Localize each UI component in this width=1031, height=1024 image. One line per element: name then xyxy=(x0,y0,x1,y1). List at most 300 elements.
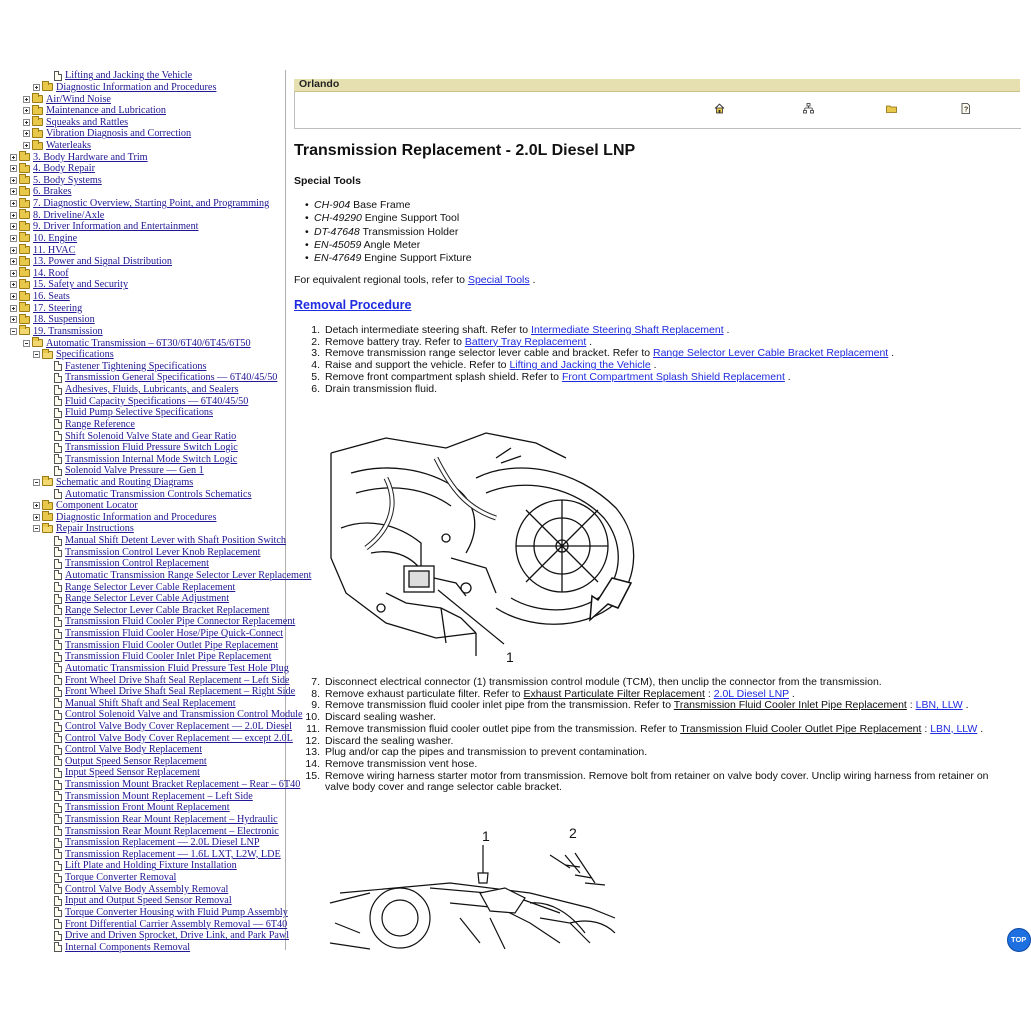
tree-item[interactable] xyxy=(45,372,277,384)
step-number: 2. xyxy=(311,335,320,348)
step-text-fragment: : xyxy=(906,699,916,712)
tree-item-label[interactable]: 15. Safety and Security xyxy=(33,279,129,291)
step-text-fragment: Remove exhaust particulate filter. Refer to xyxy=(325,687,524,700)
tool-name: Engine Support Tool xyxy=(361,212,460,225)
expand-icon[interactable] xyxy=(10,165,17,172)
tree-item-label[interactable]: Waterleaks xyxy=(46,140,91,152)
tree-item[interactable] xyxy=(45,465,204,477)
step-text-fragment: Detach intermediate steering shaft. Refer to xyxy=(325,324,532,336)
document-icon xyxy=(54,803,62,813)
removal-steps-part-1 xyxy=(300,325,1005,395)
tree-item-label[interactable]: Control Solenoid Valve and Transmission Control Module xyxy=(65,709,303,721)
expand-icon[interactable] xyxy=(10,212,17,219)
tree-item[interactable] xyxy=(10,233,77,245)
expand-icon[interactable] xyxy=(33,502,40,509)
tree-item[interactable] xyxy=(10,163,95,175)
tree-item[interactable] xyxy=(45,942,190,954)
tree-item[interactable] xyxy=(45,674,289,686)
tree-item-label[interactable]: 16. Seats xyxy=(33,291,70,303)
tree-item-label[interactable]: Diagnostic Information and Procedures xyxy=(56,511,217,523)
tree-item-label[interactable]: Lifting and Jacking the Vehicle xyxy=(65,70,193,82)
document-icon xyxy=(54,698,62,708)
tree-item[interactable] xyxy=(33,512,216,524)
regional-tools-prefix: For equivalent regional tools, refer to xyxy=(294,274,468,286)
tree-item[interactable] xyxy=(45,779,300,791)
step-text-fragment: : xyxy=(921,722,931,735)
expand-icon[interactable] xyxy=(10,188,17,195)
step-reference-link[interactable]: LBN, LLW xyxy=(915,699,963,712)
open-folder-icon xyxy=(42,525,53,533)
tree-item[interactable] xyxy=(23,337,251,349)
document-icon xyxy=(54,814,62,824)
step-text-fragment: . xyxy=(977,722,984,735)
direction-arrow xyxy=(590,578,631,620)
tree-item[interactable] xyxy=(23,93,111,105)
tree-item[interactable] xyxy=(10,326,103,338)
tree-item[interactable] xyxy=(10,256,172,268)
document-icon xyxy=(54,652,62,662)
tree-item[interactable] xyxy=(45,709,303,721)
tree-item[interactable] xyxy=(33,82,216,94)
special-tool-item xyxy=(305,252,472,265)
tree-item-label[interactable]: 4. Body Repair xyxy=(33,163,95,175)
tree-item-label[interactable]: Transmission General Specifications — 6T40/45/50 xyxy=(65,372,278,384)
special-tools-link[interactable]: Special Tools xyxy=(467,274,530,286)
home-icon[interactable] xyxy=(714,103,725,114)
tree-item-label[interactable]: Input Speed Sensor Replacement xyxy=(65,767,200,779)
expand-icon[interactable] xyxy=(10,281,17,288)
tree-item-label[interactable]: Schematic and Routing Diagrams xyxy=(56,476,194,488)
step-text-fragment: . xyxy=(789,687,795,700)
tree-item[interactable] xyxy=(45,488,252,500)
tree-item-label[interactable]: Control Valve Body Cover Replacement — 2.0L Diesel xyxy=(65,721,292,733)
tree-item-label[interactable]: Air/Wind Noise xyxy=(46,93,111,105)
step-number: 11. xyxy=(306,722,320,735)
figure-2-callout-2: 2 xyxy=(569,825,577,841)
step-text-fragment: . xyxy=(723,324,730,336)
tree-item[interactable] xyxy=(45,453,237,465)
document-icon xyxy=(54,536,62,546)
tree-item-label[interactable]: 13. Power and Signal Distribution xyxy=(33,256,172,268)
tree-item-label[interactable]: Maintenance and Lubrication xyxy=(46,105,166,117)
step-text-fragment: Remove transmission fluid cooler outlet pipe from the transmission. Refer to xyxy=(325,722,681,735)
tree-item-label[interactable]: 11. HVAC xyxy=(33,244,76,256)
tree-item[interactable] xyxy=(45,70,192,82)
tree-item[interactable] xyxy=(45,384,238,396)
open-folder-icon xyxy=(32,339,43,347)
document-icon xyxy=(54,780,62,790)
tree-item-label[interactable]: Component Locator xyxy=(56,500,138,512)
document-icon xyxy=(54,408,62,418)
tree-item[interactable] xyxy=(45,407,213,419)
removal-procedure-heading[interactable]: Removal Procedure xyxy=(294,298,412,312)
tree-item-label[interactable]: Transmission Mount Replacement – Left Side xyxy=(65,790,253,802)
tree-item[interactable] xyxy=(45,616,295,628)
step-text-fragment: Remove battery tray. Refer to xyxy=(325,335,465,348)
tree-item[interactable] xyxy=(33,349,114,361)
step-number: 4. xyxy=(311,359,320,372)
special-tool-item xyxy=(305,239,472,252)
tree-item[interactable] xyxy=(45,918,287,930)
tree-item[interactable] xyxy=(45,721,292,733)
step-text-fragment: Discard sealing washer. xyxy=(325,711,436,724)
tree-item-label[interactable]: Torque Converter Removal xyxy=(65,872,177,884)
document-icon xyxy=(54,605,62,615)
tree-item[interactable] xyxy=(45,535,286,547)
tree-item[interactable] xyxy=(45,628,283,640)
document-icon xyxy=(54,861,62,871)
tree-item[interactable] xyxy=(10,268,69,280)
step-reference-link[interactable]: Lifting and Jacking the Vehicle xyxy=(509,359,651,372)
document-icon xyxy=(54,722,62,732)
document-icon xyxy=(54,466,62,476)
tree-item[interactable] xyxy=(45,883,228,895)
step-text-fragment: Disconnect electrical connector (1) transmission control module (TCM), then unclip the connector from the transmission. xyxy=(325,676,882,688)
step-reference-link[interactable]: Intermediate Steering Shaft Replacement xyxy=(531,324,724,336)
expand-icon[interactable] xyxy=(10,177,17,184)
tree-item-label[interactable]: Input and Output Speed Sensor Removal xyxy=(65,895,232,907)
tree-item[interactable] xyxy=(45,546,260,558)
tree-item-label[interactable]: Manual Shift Shaft and Seal Replacement xyxy=(65,697,236,709)
tree-item-label[interactable]: Manual Shift Detent Lever with Shaft Position Switch xyxy=(65,535,286,547)
step-text-fragment: . xyxy=(888,347,895,360)
document-icon xyxy=(54,443,62,453)
document-icon xyxy=(54,570,62,580)
tree-item-label[interactable]: Fluid Pump Selective Specifications xyxy=(65,407,213,419)
step-text-fragment: . xyxy=(650,359,657,372)
tree-item[interactable] xyxy=(23,140,91,152)
tree-item[interactable] xyxy=(45,732,293,744)
svg-text:?: ? xyxy=(964,106,969,114)
expand-icon[interactable] xyxy=(10,200,17,207)
tree-item-label[interactable]: Transmission Mount Bracket Replacement – Rear – 6T40 xyxy=(65,779,301,791)
special-tool-item xyxy=(305,199,472,212)
step-number: 10. xyxy=(305,711,320,724)
collapse-icon[interactable] xyxy=(10,328,17,335)
document-icon xyxy=(54,745,62,755)
document-icon xyxy=(54,594,62,604)
tree-item[interactable] xyxy=(23,128,191,140)
tree-item-label[interactable]: Transmission Fluid Cooler Outlet Pipe Replacement xyxy=(65,639,279,651)
folder-icon xyxy=(32,142,43,150)
tree-item[interactable] xyxy=(33,477,193,489)
tree-item-label[interactable]: 8. Driveline/Axle xyxy=(33,209,105,221)
tree-item-label[interactable]: 14. Roof xyxy=(33,267,69,279)
tree-item[interactable] xyxy=(33,500,138,512)
folder-icon xyxy=(19,258,30,266)
tree-item[interactable] xyxy=(10,302,82,314)
tree-item-label[interactable]: Control Valve Body Assembly Removal xyxy=(65,883,229,895)
tree-item-label[interactable]: Output Speed Sensor Replacement xyxy=(65,755,207,767)
tree-item-label[interactable]: 19. Transmission xyxy=(33,325,103,337)
step-reference-link[interactable]: Battery Tray Replacement xyxy=(464,335,587,348)
tree-item-label[interactable]: 18. Suspension xyxy=(33,314,95,326)
step-number: 3. xyxy=(311,347,320,360)
expand-icon[interactable] xyxy=(10,154,17,161)
tree-item[interactable] xyxy=(45,430,236,442)
expand-icon[interactable] xyxy=(23,142,30,149)
document-icon xyxy=(54,547,62,557)
tree-item-label[interactable]: Transmission Fluid Cooler Hose/Pipe Quick-Connect xyxy=(65,628,284,640)
step-text-fragment: Plug and/or cap the pipes and transmission to prevent contamination. xyxy=(325,746,648,759)
header-bar xyxy=(294,79,1020,92)
tree-item[interactable] xyxy=(45,837,260,849)
tree-item-label[interactable]: Transmission Fluid Pressure Switch Logic xyxy=(65,442,238,454)
regional-tools-note xyxy=(294,274,535,286)
folder-icon xyxy=(32,107,43,115)
collapse-icon[interactable] xyxy=(23,340,30,347)
tree-item-label[interactable]: Range Selector Lever Cable Replacement xyxy=(65,581,236,593)
tree-item[interactable] xyxy=(45,395,248,407)
document-icon xyxy=(54,675,62,685)
step-text-fragment: Remove transmission range selector lever cable and bracket. Refer to xyxy=(325,347,653,360)
document-icon xyxy=(54,884,62,894)
tree-item[interactable] xyxy=(23,116,128,128)
tree-item-label[interactable]: Transmission Rear Mount Replacement – Electronic xyxy=(65,825,279,837)
tree-item[interactable] xyxy=(45,651,271,663)
tool-name: Base Frame xyxy=(350,199,411,211)
tree-item[interactable] xyxy=(23,105,166,117)
tree-item-label[interactable]: Automatic Transmission Controls Schematics xyxy=(65,488,252,500)
tree-item-label[interactable]: 10. Engine xyxy=(33,232,78,244)
tree-item[interactable] xyxy=(10,175,102,187)
document-icon xyxy=(54,931,62,941)
expand-icon[interactable] xyxy=(10,316,17,323)
folder-icon xyxy=(32,130,43,138)
document-icon xyxy=(54,733,62,743)
step-reference-link[interactable]: LBN, LLW xyxy=(930,722,978,735)
collapse-icon[interactable] xyxy=(33,525,40,532)
special-tools-list xyxy=(305,199,472,265)
tree-item-label[interactable]: Adhesives, Fluids, Lubricants, and Sealers xyxy=(65,384,239,396)
tree-item-label[interactable]: Transmission Control Replacement xyxy=(65,558,209,570)
tree-item-label[interactable]: 9. Driver Information and Entertainment xyxy=(33,221,199,233)
step-text-fragment: : xyxy=(704,687,714,700)
tool-name: Transmission Holder xyxy=(359,225,459,238)
step-reference-link[interactable]: Exhaust Particulate Filter Replacement xyxy=(523,687,705,700)
tree-item[interactable] xyxy=(10,198,269,210)
vehicle-title: Orlando xyxy=(299,78,340,90)
tree-item[interactable] xyxy=(45,361,206,373)
page-title: Transmission Replacement - 2.0L Diesel LNP xyxy=(294,142,636,159)
tree-item-label[interactable]: Diagnostic Information and Procedures xyxy=(56,81,217,93)
folder-icon xyxy=(19,153,30,161)
tree-item-label[interactable]: Transmission Fluid Cooler Pipe Connector Replacement xyxy=(65,616,296,628)
tree-item-label[interactable]: Transmission Front Mount Replacement xyxy=(65,802,230,814)
tree-item[interactable] xyxy=(45,570,311,582)
folder-icon xyxy=(19,165,30,173)
tree-item[interactable] xyxy=(45,744,202,756)
folder-icon xyxy=(19,246,30,254)
tree-item[interactable] xyxy=(45,663,289,675)
tree-item[interactable] xyxy=(10,291,70,303)
tree-item[interactable] xyxy=(10,209,104,221)
expand-icon[interactable] xyxy=(23,96,30,103)
tree-item-label[interactable]: Internal Components Removal xyxy=(65,941,191,953)
expand-icon[interactable] xyxy=(10,235,17,242)
tree-item-label[interactable]: Transmission Control Lever Knob Replacement xyxy=(65,546,261,558)
step-reference-link[interactable]: 2.0L Diesel LNP xyxy=(713,687,789,700)
tree-item[interactable] xyxy=(45,930,289,942)
back-to-top-button[interactable]: TOP xyxy=(1007,928,1031,952)
tree-item[interactable] xyxy=(45,907,288,919)
navigation-tree[interactable] xyxy=(10,70,312,953)
transmission-connector-illustration xyxy=(326,418,644,666)
tree-item-label[interactable]: 7. Diagnostic Overview, Starting Point, and Programming xyxy=(33,198,270,210)
special-tool-item xyxy=(305,212,472,225)
folder-icon[interactable] xyxy=(886,103,897,114)
step-number: 7. xyxy=(311,676,320,688)
step-reference-link[interactable]: Front Compartment Splash Shield Replacement xyxy=(561,370,785,383)
tree-item[interactable] xyxy=(10,221,199,233)
step-text-fragment: . xyxy=(586,335,593,348)
folder-icon xyxy=(32,118,43,126)
expand-icon[interactable] xyxy=(23,107,30,114)
tree-item[interactable] xyxy=(45,686,295,698)
document-icon xyxy=(54,919,62,929)
tree-item-label[interactable]: Drive and Driven Sprocket, Drive Link, and Park Pawl xyxy=(65,930,290,942)
collapse-icon[interactable] xyxy=(33,351,40,358)
tree-item[interactable] xyxy=(45,767,200,779)
tree-item-label[interactable]: Range Selector Lever Cable Adjustment xyxy=(65,593,230,605)
tree-item[interactable] xyxy=(45,825,279,837)
tree-item[interactable] xyxy=(10,186,71,198)
tree-item-label[interactable]: Front Differential Carrier Assembly Removal — 6T40 xyxy=(65,918,288,930)
tree-item-label[interactable]: Vibration Diagnosis and Correction xyxy=(46,128,192,140)
step-number: 5. xyxy=(311,370,320,383)
step-number: 6. xyxy=(311,382,320,395)
tree-item[interactable] xyxy=(10,314,95,326)
tree-item-label[interactable]: Range Selector Lever Cable Bracket Replacement xyxy=(65,604,270,616)
tree-item-label[interactable]: Squeaks and Rattles xyxy=(46,116,129,128)
tree-item-label[interactable]: Automatic Transmission Fluid Pressure Test Hole Plug xyxy=(65,662,289,674)
document-icon xyxy=(54,629,62,639)
tree-item-label[interactable]: Specifications xyxy=(56,349,114,361)
expand-icon[interactable] xyxy=(23,130,30,137)
help-icon[interactable] xyxy=(960,103,971,114)
folder-icon xyxy=(19,281,30,289)
tree-item[interactable] xyxy=(10,279,128,291)
tree-item-label[interactable]: Transmission Rear Mount Replacement – Hydraulic xyxy=(65,813,278,825)
tree-item-label[interactable]: Lift Plate and Holding Fixture Installation xyxy=(65,860,237,872)
step-number: 14. xyxy=(305,757,320,770)
tree-item-label[interactable]: Range Reference xyxy=(65,418,135,430)
tree-item-label[interactable]: Automatic Transmission – 6T30/6T40/6T45/6T50 xyxy=(46,337,251,349)
expand-icon[interactable] xyxy=(10,270,17,277)
document-icon xyxy=(54,582,62,592)
tree-item[interactable] xyxy=(45,849,281,861)
expand-icon[interactable] xyxy=(10,247,17,254)
expand-icon[interactable] xyxy=(23,119,30,126)
folder-icon xyxy=(19,269,30,277)
tree-item[interactable] xyxy=(45,442,238,454)
step-text-fragment: Remove transmission fluid cooler inlet pipe from the transmission. Refer to xyxy=(325,699,674,712)
tree-item-label[interactable]: Transmission Replacement — 1.6L LXT, L2W, LDE xyxy=(65,848,281,860)
tree-item[interactable] xyxy=(45,558,209,570)
step-reference-link[interactable]: Range Selector Lever Cable Bracket Replacement xyxy=(653,347,889,360)
tree-item[interactable] xyxy=(33,523,134,535)
tree-item[interactable] xyxy=(45,872,176,884)
tree-item[interactable] xyxy=(45,756,207,768)
document-icon xyxy=(54,838,62,848)
step-reference-link[interactable]: Transmission Fluid Cooler Outlet Pipe Replacement xyxy=(680,722,922,735)
tree-item-label[interactable]: Fluid Capacity Specifications — 6T40/45/50 xyxy=(65,395,249,407)
document-icon xyxy=(54,640,62,650)
figure-1-callout: 1 xyxy=(506,649,514,665)
tree-item-label[interactable]: Automatic Transmission Range Selector Lever Replacement xyxy=(65,569,312,581)
tree-item-label[interactable]: Transmission Fluid Cooler Inlet Pipe Replacement xyxy=(65,651,272,663)
expand-icon[interactable] xyxy=(10,305,17,312)
document-icon xyxy=(54,396,62,406)
tree-item-label[interactable]: Front Wheel Drive Shaft Seal Replacement – Right Side xyxy=(65,686,296,698)
document-icon xyxy=(54,942,62,952)
document-icon xyxy=(54,768,62,778)
step-number: 8. xyxy=(311,687,320,700)
special-tool-item xyxy=(305,226,472,239)
tree-item[interactable] xyxy=(45,581,235,593)
tree-item[interactable] xyxy=(45,419,135,431)
tree-item-label[interactable]: Control Valve Body Replacement xyxy=(65,744,203,756)
expand-icon[interactable] xyxy=(10,293,17,300)
tree-item[interactable] xyxy=(45,860,237,872)
tree-item[interactable] xyxy=(45,605,270,617)
tree-item-label[interactable]: Shift Solenoid Valve State and Gear Ratio xyxy=(65,430,237,442)
document-icon xyxy=(54,71,62,81)
tree-item-label[interactable]: 17. Steering xyxy=(33,302,83,314)
tree-item-label[interactable]: Front Wheel Drive Shaft Seal Replacement – Left Side xyxy=(65,674,290,686)
document-icon xyxy=(54,373,62,383)
tree-item-label[interactable]: Repair Instructions xyxy=(56,523,134,535)
tree-item[interactable] xyxy=(45,593,229,605)
folder-icon xyxy=(19,223,30,231)
expand-icon[interactable] xyxy=(33,514,40,521)
tree-item[interactable] xyxy=(45,814,278,826)
expand-icon[interactable] xyxy=(10,258,17,265)
tool-code: EN-47649 xyxy=(314,252,362,265)
procedure-step xyxy=(300,771,1005,794)
tree-item[interactable] xyxy=(10,244,75,256)
expand-icon[interactable] xyxy=(33,84,40,91)
tree-item-label[interactable]: Solenoid Valve Pressure — Gen 1 xyxy=(65,465,204,477)
tree-item-label[interactable]: Control Valve Body Cover Replacement — except 2.0L xyxy=(65,732,293,744)
expand-icon[interactable] xyxy=(10,223,17,230)
tree-item[interactable] xyxy=(45,639,278,651)
tree-item[interactable] xyxy=(45,802,230,814)
tree-item[interactable] xyxy=(45,697,236,709)
folder-icon xyxy=(19,234,30,242)
document-icon xyxy=(54,710,62,720)
tree-item[interactable] xyxy=(10,151,148,163)
tree-item-label[interactable]: 6. Brakes xyxy=(33,186,72,198)
tree-item-label[interactable]: Fastener Tightening Specifications xyxy=(65,360,207,372)
bullet-icon: • xyxy=(305,225,309,238)
collapse-icon[interactable] xyxy=(33,479,40,486)
folder-icon xyxy=(19,188,30,196)
sitemap-icon[interactable] xyxy=(803,103,814,114)
folder-icon xyxy=(19,316,30,324)
tree-item-label[interactable]: 5. Body Systems xyxy=(33,174,102,186)
tree-item-label[interactable]: Torque Converter Housing with Fluid Pump Assembly xyxy=(65,906,288,918)
tree-item-label[interactable]: 3. Body Hardware and Trim xyxy=(33,151,148,163)
tree-item-label[interactable]: Transmission Replacement — 2.0L Diesel LNP xyxy=(65,837,260,849)
document-icon xyxy=(54,419,62,429)
step-reference-link[interactable]: Transmission Fluid Cooler Inlet Pipe Replacement xyxy=(673,699,907,712)
tree-item[interactable] xyxy=(45,790,253,802)
document-icon xyxy=(54,385,62,395)
tree-item[interactable] xyxy=(45,895,232,907)
tree-item-label[interactable]: Transmission Internal Mode Switch Logic xyxy=(65,453,238,465)
special-tools-heading: Special Tools xyxy=(294,175,361,187)
